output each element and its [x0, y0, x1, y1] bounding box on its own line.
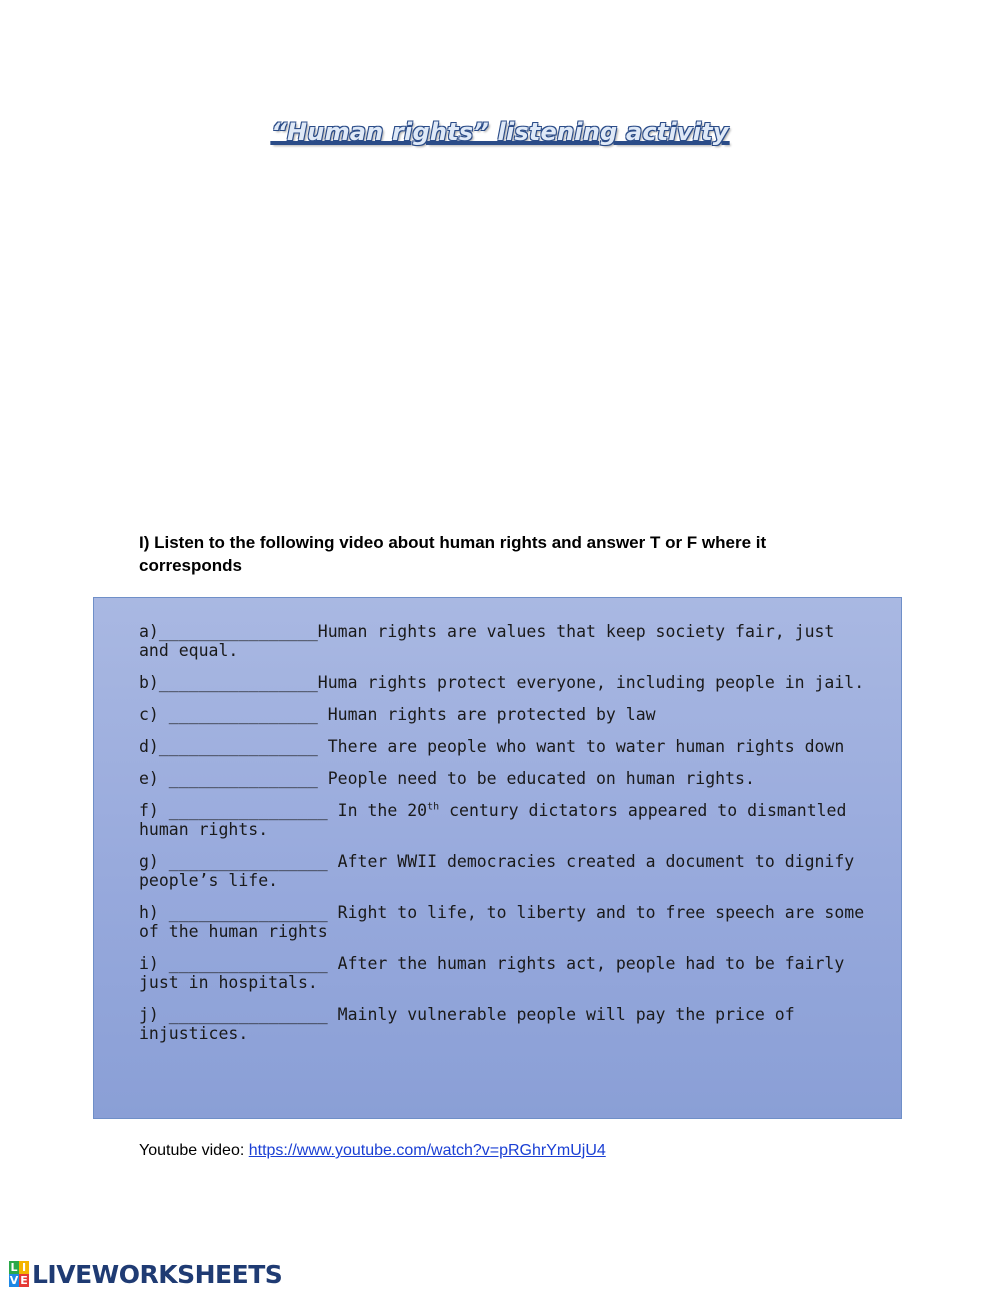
logo-text: LIVEWORKSHEETS [32, 1259, 283, 1289]
question-f-superscript: th [427, 801, 440, 813]
youtube-link[interactable]: https://www.youtube.com/watch?v=pRGhrYmUjU4 [248, 1142, 606, 1159]
liveworksheets-logo[interactable] [9, 1259, 282, 1289]
question-a: a)________________Human rights are values that keep society fair, just and equal. [139, 622, 845, 660]
logo-mark-letter-i: I [19, 1261, 29, 1274]
question-f-start: f) ________________ In the 20 [139, 801, 428, 820]
logo-mark-letter-e: E [20, 1274, 28, 1287]
question-i: i) ________________ After the human rights act, people had to be fairly just in hospitals. [139, 954, 855, 992]
logo-mark-letter-l: L [10, 1261, 18, 1274]
instruction-text: I) Listen to the following video about human rights and answer T or F where it corresponds [139, 533, 767, 575]
question-f-end: century dictators appeared to dismantled human rights. [139, 801, 857, 839]
worksheet-title: “Human rights” listening activity [271, 118, 729, 146]
question-e: e) _______________ People need to be educated on human rights. [139, 769, 755, 788]
question-c: c) _______________ Human rights are protected by law [139, 705, 656, 724]
question-j: j) ________________ Mainly vulnerable people will pay the price of injustices. [139, 1005, 805, 1043]
question-d: d)________________ There are people who want to water human rights down [139, 737, 845, 756]
question-g: g) ________________ After WWII democracies created a document to dignify people’s life. [139, 852, 865, 890]
question-b: b)________________Huma rights protect everyone, including people in jail. [139, 673, 865, 692]
question-list [139, 622, 875, 1056]
logo-mark-icon [9, 1261, 29, 1287]
questions-box [93, 597, 902, 1119]
video-label: Youtube video: [139, 1142, 249, 1159]
logo-mark-letter-v: V [9, 1274, 19, 1287]
question-f [139, 801, 869, 839]
video-reference [139, 1142, 606, 1160]
question-h: h) ________________ Right to life, to liberty and to free speech are some of the human rights [139, 903, 875, 941]
